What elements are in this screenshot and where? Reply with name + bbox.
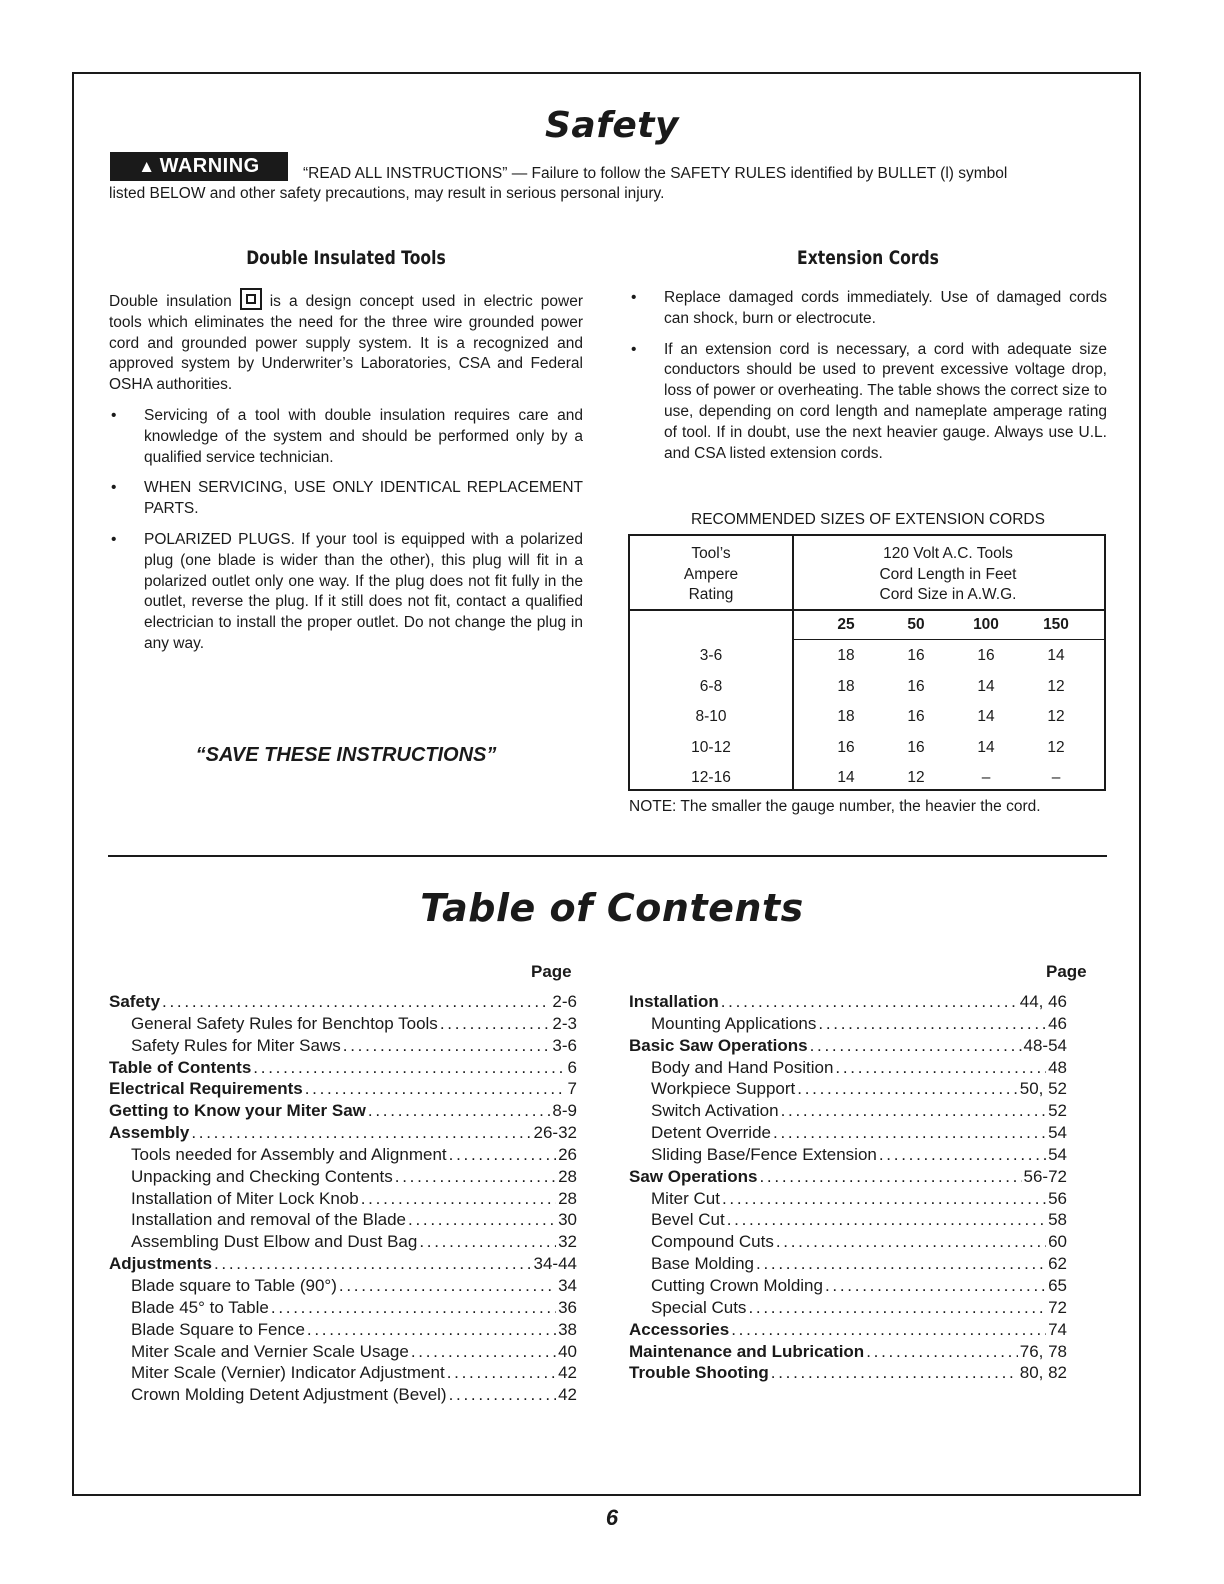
- toc-entry-page: 28: [558, 1188, 577, 1208]
- toc-entry-title: Blade 45° to Table: [131, 1297, 269, 1317]
- table-row: [630, 708, 1104, 732]
- toc-entry: [109, 1363, 577, 1385]
- double-insulation-icon: [240, 288, 262, 310]
- toc-leader-dots: [408, 1210, 556, 1230]
- toc-entry-title: Crown Molding Detent Adjustment (Bevel): [131, 1385, 447, 1405]
- toc-entry-title: Assembly: [109, 1123, 190, 1143]
- toc-entry-page: 8-9: [552, 1101, 577, 1121]
- toc-entry: [109, 1145, 577, 1167]
- length-header: 50: [907, 616, 925, 633]
- toc-leader-dots: [440, 1014, 551, 1034]
- toc-entry-title: Getting to Know your Miter Saw: [109, 1101, 366, 1121]
- toc-entry-title: Accessories: [629, 1319, 730, 1339]
- toc-leader-dots: [368, 1101, 551, 1121]
- toc-entry-page: 3-6: [552, 1035, 577, 1055]
- toc-entry: [109, 992, 577, 1014]
- toc-entry-title: Installation of Miter Lock Knob: [131, 1188, 359, 1208]
- double-insulated-intro: [109, 288, 583, 396]
- header-line: 120 Volt A.C. Tools: [883, 545, 1013, 562]
- toc-leader-dots: [191, 1123, 531, 1143]
- toc-leader-dots: [162, 992, 550, 1012]
- cord-table-caption: RECOMMENDED SIZES OF EXTENSION CORDS: [691, 511, 1045, 528]
- bullet-text: Replace damaged cords immediately. Use of damaged cords can shock, burn or electrocute.: [664, 289, 1107, 327]
- toc-entry: [629, 1210, 1067, 1232]
- toc-entry-page: 52: [1048, 1101, 1067, 1121]
- toc-entry-page: 34: [558, 1275, 577, 1295]
- toc-entry-page: 2-6: [552, 992, 577, 1011]
- toc-entry: [629, 1123, 1067, 1145]
- size-cell: 14: [1047, 647, 1065, 664]
- toc-entry-page: 36: [558, 1297, 577, 1317]
- toc-entry-page: 6: [567, 1057, 577, 1077]
- toc-entry-title: Tools needed for Assembly and Alignment: [131, 1144, 447, 1164]
- toc-leader-dots: [214, 1254, 532, 1274]
- amp-header: [630, 544, 792, 606]
- bullet-item: [109, 530, 583, 655]
- toc-entry-page: 54: [1048, 1144, 1067, 1164]
- amp-cell: 3-6: [699, 647, 723, 664]
- toc-entry-page: 76, 78: [1019, 1341, 1067, 1361]
- toc-entry-title: Compound Cuts: [651, 1232, 774, 1252]
- bullet-text: WHEN SERVICING, USE ONLY IDENTICAL REPLACEMENT PARTS.: [144, 479, 583, 518]
- toc-entry: [109, 1342, 577, 1364]
- toc-entry: [109, 1276, 577, 1298]
- toc-leader-dots: [756, 1254, 1046, 1274]
- toc-entry-title: Electrical Requirements: [109, 1079, 303, 1099]
- toc-entry-title: Detent Override: [651, 1123, 771, 1143]
- toc-entry: [109, 1210, 577, 1232]
- toc-entry-title: Unpacking and Checking Contents: [131, 1166, 393, 1186]
- bullet-icon: •: [111, 530, 117, 548]
- amp-cell: 12-16: [691, 769, 731, 786]
- toc-entry: [109, 1058, 577, 1080]
- toc-right-column: [629, 992, 1067, 1385]
- toc-entry-page: 32: [558, 1232, 577, 1252]
- cord-header: [792, 544, 1104, 606]
- toc-leader-dots: [866, 1342, 1018, 1362]
- safety-title: Safety: [545, 105, 679, 146]
- toc-entry: [109, 1320, 577, 1342]
- toc-entry-page: 58: [1048, 1210, 1067, 1230]
- toc-entry: [109, 1036, 577, 1058]
- toc-leader-dots: [727, 1210, 1046, 1230]
- size-cell: –: [981, 769, 991, 786]
- bullet-item: [629, 288, 1107, 330]
- bullet-text: POLARIZED PLUGS. If your tool is equipped with a polarized plug (one blade is wider than the other), this plug will fit in a polarized outlet only one way. If the plug does not fit fully in the outlet, reverse the plug. If it still does not fit, contact a qualified electrician to install the proper outlet. Do not change the plug in any way.: [144, 530, 583, 652]
- size-cell: 14: [977, 738, 995, 756]
- toc-entry-page: 72: [1048, 1297, 1067, 1317]
- toc-leader-dots: [731, 1320, 1046, 1340]
- size-cell: 18: [837, 647, 855, 664]
- toc-title: Table of Contents: [420, 886, 804, 930]
- bullet-item: [109, 478, 583, 520]
- toc-leader-dots: [818, 1014, 1046, 1034]
- toc-leader-dots: [721, 992, 1018, 1012]
- amp-cell: 8-10: [695, 708, 727, 725]
- bullet-text: Servicing of a tool with double insulation requires care and knowledge of the system and should be performed only by a qualified service technician.: [144, 406, 583, 466]
- toc-entry-title: Table of Contents: [109, 1057, 252, 1077]
- header-line: Rating: [688, 586, 734, 603]
- size-cell: 12: [1047, 738, 1065, 756]
- toc-entry: [109, 1101, 577, 1123]
- toc-entry: [109, 1167, 577, 1189]
- toc-entry-title: Adjustments: [109, 1254, 212, 1274]
- toc-entry: [109, 1298, 577, 1320]
- size-cell: 16: [977, 647, 995, 664]
- size-cell: 12: [907, 769, 925, 786]
- toc-entry: [629, 1189, 1067, 1211]
- warning-text-cont: listed BELOW and other safety precautions, may result in serious personal injury.: [109, 185, 665, 202]
- toc-entry: [629, 1167, 1067, 1189]
- toc-entry-title: Bevel Cut: [651, 1210, 725, 1230]
- toc-entry-page: 26: [558, 1144, 577, 1164]
- table-row: [630, 769, 1104, 793]
- toc-leader-dots: [797, 1079, 1017, 1099]
- toc-entry-title: Sliding Base/Fence Extension: [651, 1144, 877, 1164]
- toc-entry: [109, 1232, 577, 1254]
- toc-entry: [109, 1014, 577, 1036]
- table-divider: [630, 609, 1104, 611]
- size-cell: 16: [907, 647, 925, 664]
- toc-leader-dots: [253, 1058, 565, 1078]
- bullet-item: [629, 340, 1107, 465]
- toc-leader-dots: [722, 1189, 1046, 1209]
- size-cell: 16: [907, 708, 925, 725]
- warning-badge: [110, 152, 288, 181]
- toc-entry: [629, 1254, 1067, 1276]
- intro-text-cont: is a design concept used in electric power tools which eliminates the need for the three wire grounded power cord and grounded power supply system. It is a recognized and approved system by Underwriter’s Laboratories, CSA and Federal OSHA authorities.: [109, 293, 583, 394]
- warning-badge-label: WARNING: [159, 155, 260, 177]
- double-insulated-section: [109, 288, 583, 655]
- toc-leader-dots: [411, 1342, 556, 1362]
- toc-entry-page: 56-72: [1023, 1166, 1067, 1186]
- toc-entry-title: Base Molding: [651, 1254, 755, 1274]
- toc-leader-dots: [305, 1079, 566, 1099]
- toc-entry-page: 40: [558, 1341, 577, 1361]
- toc-entry-title: Basic Saw Operations: [629, 1035, 808, 1055]
- toc-entry: [629, 1014, 1067, 1036]
- toc-entry-title: Miter Scale and Vernier Scale Usage: [131, 1341, 409, 1361]
- toc-entry-page: 42: [558, 1363, 577, 1383]
- cord-table: [628, 534, 1106, 791]
- toc-entry-title: Special Cuts: [651, 1297, 747, 1317]
- toc-leader-dots: [879, 1145, 1046, 1165]
- size-cell: 16: [907, 677, 925, 695]
- size-cell: 18: [837, 708, 855, 725]
- extension-cords-heading: Extension Cords: [797, 247, 939, 269]
- table-divider: [792, 639, 1104, 640]
- toc-entry-page: 60: [1048, 1232, 1067, 1252]
- cord-table-note: NOTE: The smaller the gauge number, the heavier the cord.: [629, 798, 1041, 815]
- bullet-item: [109, 406, 583, 468]
- toc-entry-page: 28: [558, 1166, 577, 1186]
- size-cell: –: [1051, 769, 1061, 786]
- warning-text: “READ ALL INSTRUCTIONS” — Failure to follow the SAFETY RULES identified by BULLET (l) symbol: [303, 165, 1008, 182]
- toc-leader-dots: [759, 1167, 1021, 1187]
- toc-leader-dots: [343, 1036, 551, 1056]
- toc-entry: [629, 992, 1067, 1014]
- toc-entry: [109, 1079, 577, 1101]
- toc-entry-page: 80, 82: [1019, 1363, 1067, 1383]
- bullet-icon: •: [631, 289, 637, 306]
- size-cell: 16: [837, 738, 855, 756]
- toc-entry-page: 2-3: [552, 1013, 577, 1033]
- bullet-text: If an extension cord is necessary, a cord with adequate size conductors should be used to prevent excessive voltage drop, loss of power or overheating. The table shows the correct size to use, depending on cord length and nameplate amperage rating of tool. If in doubt, use the next heavier gauge. Always use U.L. and CSA listed extension cords.: [664, 340, 1107, 462]
- toc-leader-dots: [339, 1276, 556, 1296]
- size-cell: 18: [837, 677, 855, 695]
- toc-entry-page: 48: [1048, 1057, 1067, 1077]
- toc-entry-page: 42: [558, 1385, 577, 1405]
- bullet-icon: •: [111, 406, 117, 424]
- bullet-icon: •: [631, 340, 637, 358]
- toc-entry-title: Body and Hand Position: [651, 1057, 834, 1077]
- toc-entry-page: 7: [567, 1079, 577, 1099]
- amp-cell: 6-8: [699, 677, 723, 695]
- toc-leader-dots: [810, 1036, 1022, 1056]
- page-number: 6: [605, 1505, 619, 1530]
- toc-entry-page: 50, 52: [1019, 1079, 1067, 1099]
- table-row: [630, 739, 1104, 763]
- toc-page-label: Page: [531, 962, 572, 981]
- toc-entry-title: General Safety Rules for Benchtop Tools: [131, 1013, 438, 1033]
- toc-entry: [629, 1036, 1067, 1058]
- toc-page-label: Page: [1046, 962, 1087, 981]
- toc-leader-dots: [447, 1363, 556, 1383]
- toc-entry-page: 54: [1048, 1123, 1067, 1143]
- toc-entry-title: Saw Operations: [629, 1166, 758, 1186]
- toc-leader-dots: [781, 1101, 1047, 1121]
- amp-cell: 10-12: [691, 738, 731, 756]
- toc-entry: [629, 1101, 1067, 1123]
- toc-entry-page: 74: [1048, 1319, 1067, 1339]
- toc-entry-title: Blade Square to Fence: [131, 1319, 305, 1339]
- table-row: [630, 678, 1104, 702]
- toc-entry-title: Installation: [629, 992, 719, 1011]
- toc-entry: [629, 1232, 1067, 1254]
- toc-entry-page: 46: [1048, 1013, 1067, 1033]
- double-insulated-heading: Double Insulated Tools: [246, 247, 446, 269]
- toc-entry: [629, 1058, 1067, 1080]
- intro-text: Double insulation: [109, 293, 232, 310]
- toc-entry: [109, 1123, 577, 1145]
- toc-leader-dots: [835, 1058, 1046, 1078]
- warning-triangle-icon: ▲: [138, 156, 156, 176]
- toc-left-column: [109, 992, 577, 1407]
- toc-leader-dots: [419, 1232, 556, 1252]
- toc-entry-title: Maintenance and Lubrication: [629, 1341, 865, 1361]
- toc-entry-title: Miter Scale (Vernier) Indicator Adjustment: [131, 1363, 445, 1383]
- toc-entry-title: Blade square to Table (90°): [131, 1275, 337, 1295]
- toc-leader-dots: [449, 1385, 556, 1405]
- extension-cords-section: [629, 288, 1107, 464]
- toc-entry: [109, 1385, 577, 1407]
- toc-leader-dots: [776, 1232, 1046, 1252]
- toc-entry: [629, 1298, 1067, 1320]
- toc-leader-dots: [773, 1123, 1046, 1143]
- size-cell: 14: [837, 769, 855, 786]
- size-cell: 16: [907, 738, 925, 756]
- toc-entry-page: 30: [558, 1210, 577, 1230]
- toc-entry: [109, 1189, 577, 1211]
- header-line: Tool’s: [691, 545, 731, 562]
- header-line: Ampere: [683, 565, 739, 583]
- toc-entry-title: Workpiece Support: [651, 1079, 796, 1099]
- toc-leader-dots: [825, 1276, 1046, 1296]
- header-line: Cord Length in Feet: [879, 565, 1017, 583]
- toc-leader-dots: [307, 1320, 556, 1340]
- toc-entry-page: 65: [1048, 1275, 1067, 1295]
- toc-entry-page: 44, 46: [1019, 992, 1067, 1011]
- toc-leader-dots: [748, 1298, 1046, 1318]
- toc-entry-page: 26-32: [533, 1123, 577, 1143]
- toc-entry-title: Switch Activation: [651, 1101, 779, 1121]
- size-cell: 12: [1047, 677, 1065, 695]
- save-instructions: “SAVE THESE INSTRUCTIONS”: [195, 744, 497, 766]
- toc-leader-dots: [271, 1298, 556, 1318]
- toc-entry: [629, 1320, 1067, 1342]
- table-row: [630, 647, 1104, 671]
- length-header-row: [630, 616, 1104, 636]
- size-cell: 12: [1047, 708, 1065, 725]
- toc-entry-title: Miter Cut: [651, 1188, 720, 1208]
- header-line: Cord Size in A.W.G.: [879, 586, 1017, 603]
- bullet-icon: •: [111, 479, 117, 497]
- toc-entry-title: Trouble Shooting: [629, 1363, 769, 1383]
- size-cell: 14: [977, 677, 995, 695]
- toc-entry: [629, 1079, 1067, 1101]
- toc-leader-dots: [395, 1167, 556, 1187]
- toc-leader-dots: [361, 1189, 556, 1209]
- toc-entry: [629, 1145, 1067, 1167]
- toc-entry-title: Safety Rules for Miter Saws: [131, 1035, 341, 1055]
- toc-entry-page: 62: [1048, 1254, 1067, 1274]
- toc-entry: [629, 1276, 1067, 1298]
- length-header: 100: [973, 616, 999, 633]
- toc-entry-page: 38: [558, 1319, 577, 1339]
- toc-entry-title: Cutting Crown Molding: [651, 1275, 823, 1295]
- toc-entry-title: Assembling Dust Elbow and Dust Bag: [131, 1232, 418, 1252]
- toc-leader-dots: [771, 1363, 1018, 1383]
- toc-entry: [629, 1342, 1067, 1364]
- toc-entry-title: Safety: [109, 992, 161, 1011]
- toc-entry-page: 56: [1048, 1188, 1067, 1208]
- section-divider: [108, 855, 1107, 857]
- toc-entry-title: Mounting Applications: [651, 1013, 817, 1033]
- toc-entry-page: 48-54: [1023, 1035, 1067, 1055]
- toc-entry-page: 34-44: [533, 1254, 577, 1274]
- size-cell: 14: [977, 708, 995, 725]
- toc-entry-title: Installation and removal of the Blade: [131, 1210, 407, 1230]
- toc-leader-dots: [449, 1145, 556, 1165]
- length-header: 25: [837, 616, 855, 633]
- toc-entry: [629, 1363, 1067, 1385]
- length-header: 150: [1043, 616, 1069, 633]
- toc-entry: [109, 1254, 577, 1276]
